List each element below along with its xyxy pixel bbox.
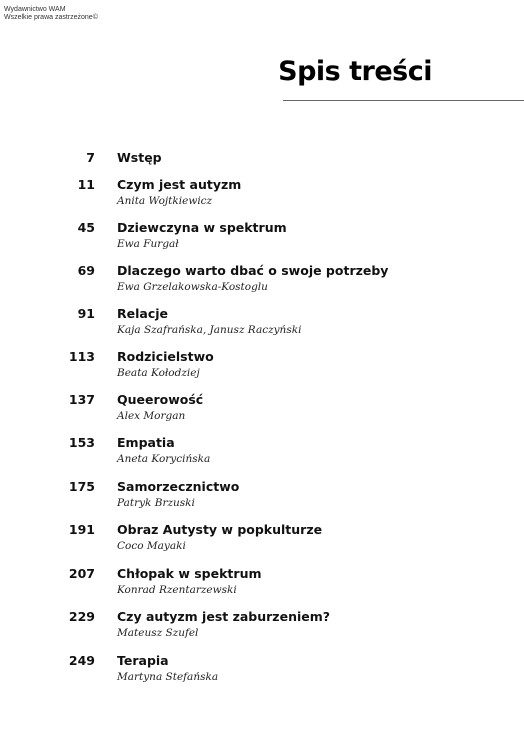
toc-chapter-title: Queerowość [117,392,204,407]
toc-author: Aneta Korycińska [117,453,211,465]
toc-author: Kaja Szafrańska, Janusz Raczyński [117,324,302,336]
toc-entry[interactable] [0,349,524,389]
toc-entry[interactable] [0,263,524,303]
toc-chapter-title: Chłopak w spektrum [117,566,262,581]
toc-author: Martyna Stefańska [117,671,219,683]
toc-author: Ewa Grzelakowska-Kostoglu [117,281,268,293]
toc-chapter-title: Wstęp [117,150,162,165]
toc-page-number: 69 [77,263,95,278]
toc-entry[interactable] [0,479,524,519]
toc-page-number: 175 [68,479,95,494]
toc-entry[interactable] [0,177,524,217]
toc-page-number: 113 [68,349,95,364]
toc-page-number: 7 [86,150,95,165]
toc-page-number: 207 [68,566,95,581]
toc-chapter-title: Dlaczego warto dbać o swoje potrzeby [117,263,389,278]
toc-chapter-title: Empatia [117,435,175,450]
toc-entry[interactable] [0,653,524,693]
toc-author: Beata Kołodziej [117,367,200,379]
toc-page-number: 45 [77,220,95,235]
toc-chapter-title: Obraz Autysty w popkulturze [117,522,323,537]
toc-chapter-title: Czy autyzm jest zaburzeniem? [117,609,331,624]
toc-author: Alex Morgan [117,410,186,422]
toc-page-number: 153 [68,435,95,450]
toc-entry[interactable] [0,220,524,260]
toc-author: Anita Wojtkiewicz [117,195,213,207]
toc-chapter-title: Czym jest autyzm [117,177,242,192]
toc-entry[interactable] [0,435,524,475]
toc-chapter-title: Rodzicielstwo [117,349,214,364]
page-title: Spis treści [278,56,432,87]
toc-entry[interactable] [0,522,524,562]
toc-entry[interactable] [0,566,524,606]
toc-author: Ewa Furgał [117,238,179,250]
toc-chapter-title: Terapia [117,653,169,668]
title-underline [283,100,524,101]
toc-chapter-title: Samorzecznictwo [117,479,240,494]
toc-page-number: 249 [68,653,95,668]
toc-author: Mateusz Szufel [117,627,199,639]
publisher-name: Wydawnictwo WAM [4,6,66,13]
toc-page-number: 191 [68,522,95,537]
toc-page-number: 137 [68,392,95,407]
toc-chapter-title: Relacje [117,306,168,321]
toc-page-number: 229 [68,609,95,624]
toc-page-number: 91 [77,306,95,321]
copyright-notice: Wszelkie prawa zastrzeżone© [4,14,98,21]
toc-entry[interactable] [0,306,524,346]
toc-author: Coco Mayaki [117,540,186,552]
toc-chapter-title: Dziewczyna w spektrum [117,220,287,235]
toc-page-number: 11 [77,177,95,192]
toc-entry[interactable] [0,392,524,432]
toc-entry[interactable] [0,609,524,649]
toc-author: Konrad Rzentarzewski [117,584,237,596]
toc-author: Patryk Brzuski [117,497,195,509]
publisher-notice [4,6,98,22]
